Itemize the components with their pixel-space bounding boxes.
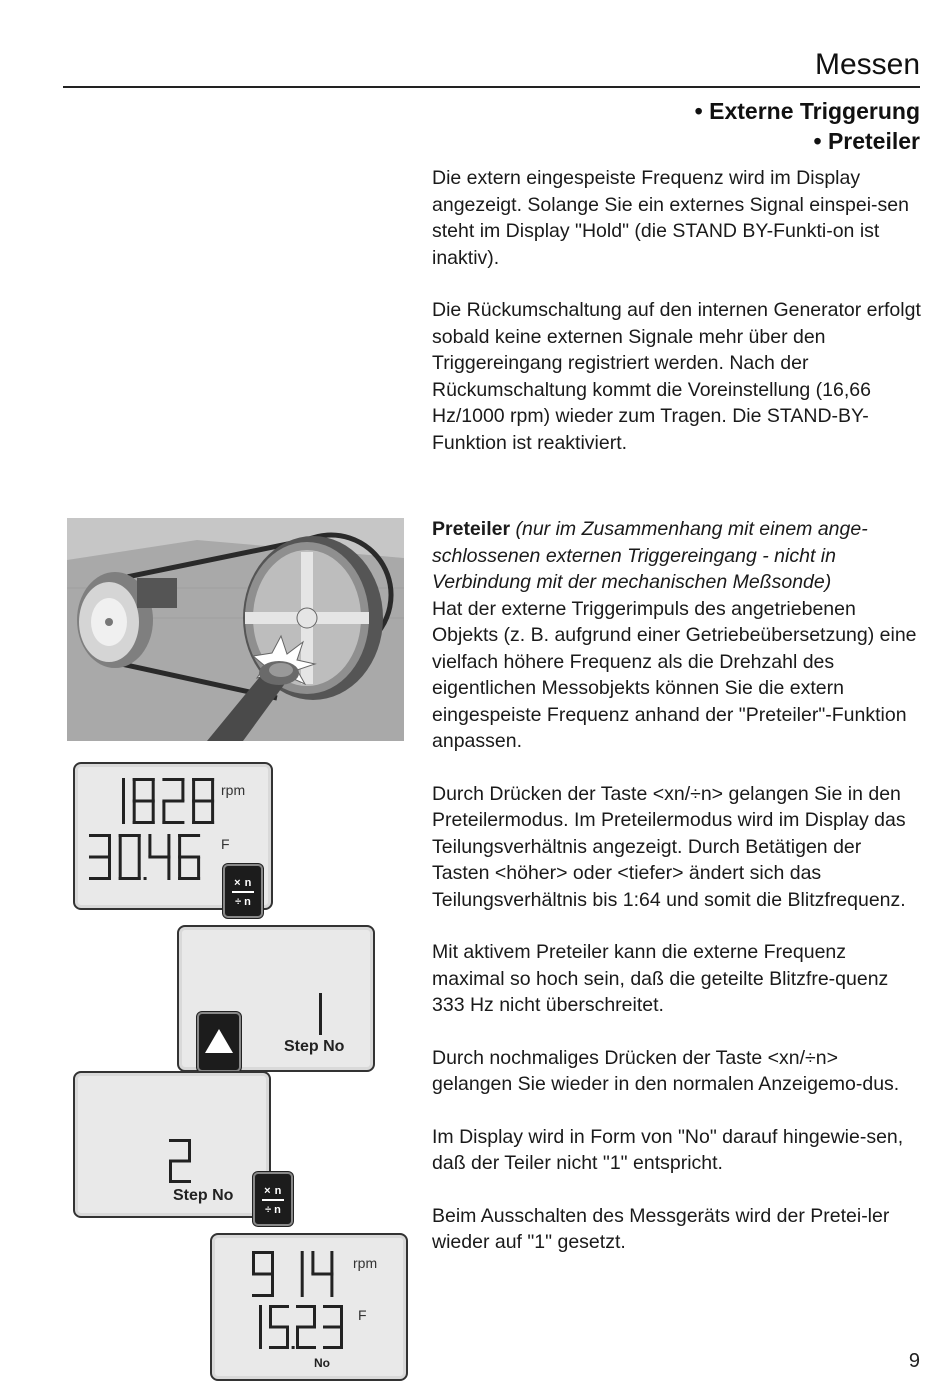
preteiler-description: Hat der externe Triggerimpuls des angetriebenen Objekts (z. B. aufgrund einer Getriebeübersetzung) eine vielfach höhere Frequenz als die Drehzahl des eigentlichen Messobjekts können Sie die extern eingespeiste Frequenz anhand der "Preteiler"-Funktion anpassen. bbox=[432, 597, 917, 752]
subheading-externe-triggerung: • Externe Triggerung bbox=[694, 98, 920, 124]
paragraph-key-press: Durch Drücken der Taste <xn/÷n> gelangen Sie in den Preteilermodus. Im Preteilermodus wird im Display das Teilungsverhältnis angezeigt. Durch Betätigen der Tasten <höher> oder <tiefer> ändert sich das Teilungsverhältnis bis 1:64 und somit die Blitzfrequenz. bbox=[432, 782, 906, 911]
key-divide-label-2: ÷ n bbox=[265, 1204, 281, 1216]
up-arrow-key[interactable] bbox=[197, 1012, 241, 1072]
page-number: 9 bbox=[908, 1350, 920, 1372]
digit-5 bbox=[269, 1305, 289, 1349]
step-no-label-2: Step No bbox=[173, 1187, 234, 1204]
digit-1 bbox=[319, 993, 322, 1035]
header-rule bbox=[63, 86, 920, 88]
lcd-display-step-2 bbox=[73, 1071, 271, 1218]
unit-frequency-2: F bbox=[358, 1307, 367, 1323]
lcd-display-divided bbox=[210, 1233, 408, 1381]
preteiler-note: (nur im Zusammenhang mit einem ange-schlossenen externen Triggereingang - nicht in Verbindung mit der mechanischen Meßsonde) bbox=[432, 518, 868, 593]
section-title: Messen bbox=[814, 48, 920, 81]
text-block-top bbox=[432, 165, 922, 456]
lcd-line-frequency-2 bbox=[212, 1235, 406, 1379]
paragraph-power-off: Beim Ausschalten des Messgeräts wird der Pretei-ler wieder auf "1" gesetzt. bbox=[432, 1204, 890, 1253]
no-indicator: No bbox=[314, 1356, 330, 1370]
digit-3 bbox=[89, 834, 111, 880]
digit-3 bbox=[323, 1305, 343, 1349]
digit-0 bbox=[119, 834, 141, 880]
digit-2 bbox=[296, 1305, 316, 1349]
paragraph-no-indicator: Im Display wird in Form von "No" darauf hingewie-sen, daß der Teiler nicht "1" entspricht. bbox=[432, 1125, 904, 1174]
key-multiply-label-2: × n bbox=[264, 1185, 282, 1197]
digit-1 bbox=[259, 1305, 262, 1349]
paragraph-external-frequency: Die extern eingespeiste Frequenz wird im Display angezeigt. Solange Sie ein externes Signal einspei-sen steht im Display "Hold" (die STAND BY-Funkti-on ist inaktiv). bbox=[432, 167, 909, 269]
text-block-preteiler bbox=[432, 516, 922, 1256]
key-divide-label: ÷ n bbox=[235, 896, 251, 908]
preteiler-term: Preteiler bbox=[432, 518, 511, 540]
digit-2 bbox=[169, 1139, 191, 1183]
pulley-sensor-illustration bbox=[67, 518, 404, 741]
paragraph-preteiler-intro bbox=[432, 516, 922, 755]
multiply-divide-key-2[interactable] bbox=[253, 1172, 293, 1226]
subheading-preteiler: • Preteiler bbox=[813, 128, 920, 154]
key-multiply-label: × n bbox=[234, 877, 252, 889]
paragraph-max-frequency: Mit aktivem Preteiler kann die externe Frequenz maximal so hoch sein, daß die geteilte Blitzfre-quenz 333 Hz nicht überschreitet. bbox=[432, 941, 889, 1016]
digit-4 bbox=[148, 834, 170, 880]
paragraph-switch-back: Die Rückumschaltung auf den internen Generator erfolgt sobald keine externen Signale mehr über den Triggereingang registriert werden. Nach der Rückumschaltung kommt die Voreinstellung (16,66 Hz/1000 rpm) wieder zum Tragen. Die STAND-BY-Funktion ist reaktiviert. bbox=[432, 299, 921, 454]
up-arrow-icon bbox=[205, 1029, 233, 1053]
lcd-step-value-2 bbox=[75, 1073, 269, 1216]
paragraph-return-normal: Durch nochmaliges Drücken der Taste <xn/÷n> gelangen Sie wieder in den normalen Anzeigemo-dus. bbox=[432, 1046, 900, 1095]
unit-rpm: rpm bbox=[221, 782, 246, 798]
unit-frequency: F bbox=[221, 836, 230, 852]
step-no-label: Step No bbox=[284, 1038, 345, 1055]
unit-rpm-2: rpm bbox=[353, 1255, 378, 1271]
multiply-divide-key[interactable] bbox=[223, 864, 263, 918]
digit-6 bbox=[178, 834, 200, 880]
